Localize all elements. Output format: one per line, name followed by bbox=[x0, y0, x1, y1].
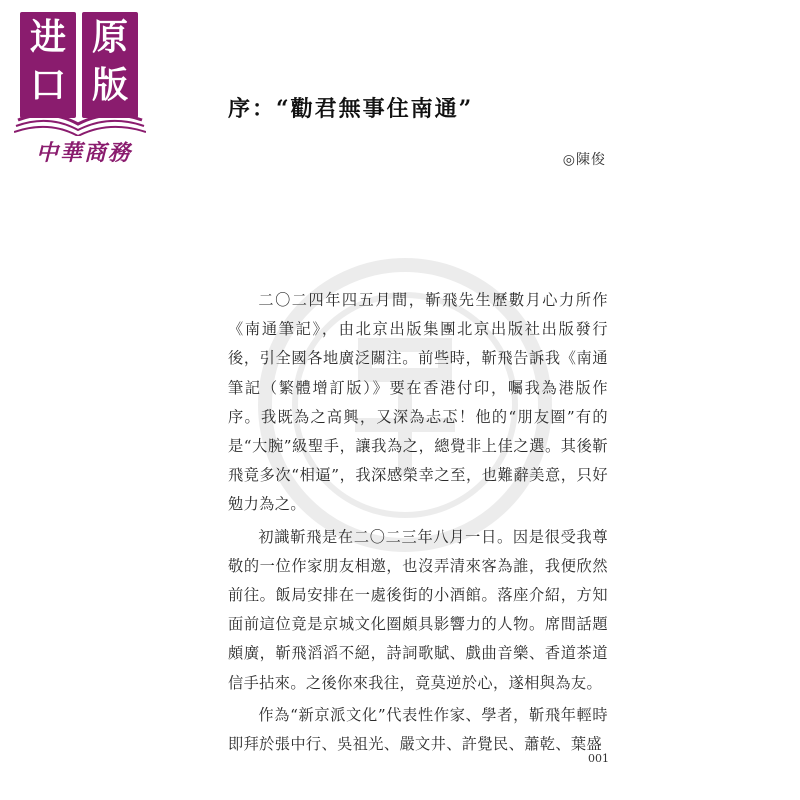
publisher-logo bbox=[14, 8, 146, 166]
page-title: 序：“勸君無事住南通” bbox=[228, 96, 474, 122]
paragraph: 作為“新京派文化”代表性作家、學者，靳飛年輕時即拜於張中行、吳祖光、嚴文井、許覺民、蕭乾、葉盛 bbox=[228, 705, 608, 754]
author-name: ◎陳俊 bbox=[562, 152, 606, 168]
page-number: 001 bbox=[588, 752, 609, 765]
logo-char-2: 原 bbox=[91, 17, 128, 58]
body-text bbox=[228, 286, 608, 762]
paragraph: 二〇二四年四五月間，靳飛先生歷數月心力所作《南通筆記》，由北京出版集團北京出版社出版發行後，引全國各地廣泛關注。前些時，靳飛告訴我《南通筆記（繁體增訂版）》要在香港付印，囑我為港版作序。我既為之高興，又深為忐忑！他的“朋友圈”有的是“大腕”級聖手，讓我為之，總覺非上佳之選。其後靳飛竟多次“相逼”，我深感榮幸之至，也難辭美意，只好勉力為之。 bbox=[228, 291, 608, 514]
logo-char-4: 版 bbox=[91, 65, 128, 106]
paragraph: 初識靳飛是在二〇二三年八月一日。因是很受我尊敬的一位作家朋友相邀，也沒弄清來客為誰，我便欣然前往。飯局安排在一處後街的小酒館。落座介紹，方知面前這位竟是京城文化圈頗具影響力的人物。席間話題頗廣，靳飛滔滔不絕，詩詞歌賦、戲曲音樂、香道茶道信手拈來。之後你來我往，竟莫逆於心，遂相與為友。 bbox=[228, 527, 608, 692]
logo-subtitle: 中華商務 bbox=[36, 140, 133, 166]
logo-char-1: 进 bbox=[29, 17, 66, 58]
logo-char-3: 口 bbox=[29, 65, 66, 106]
